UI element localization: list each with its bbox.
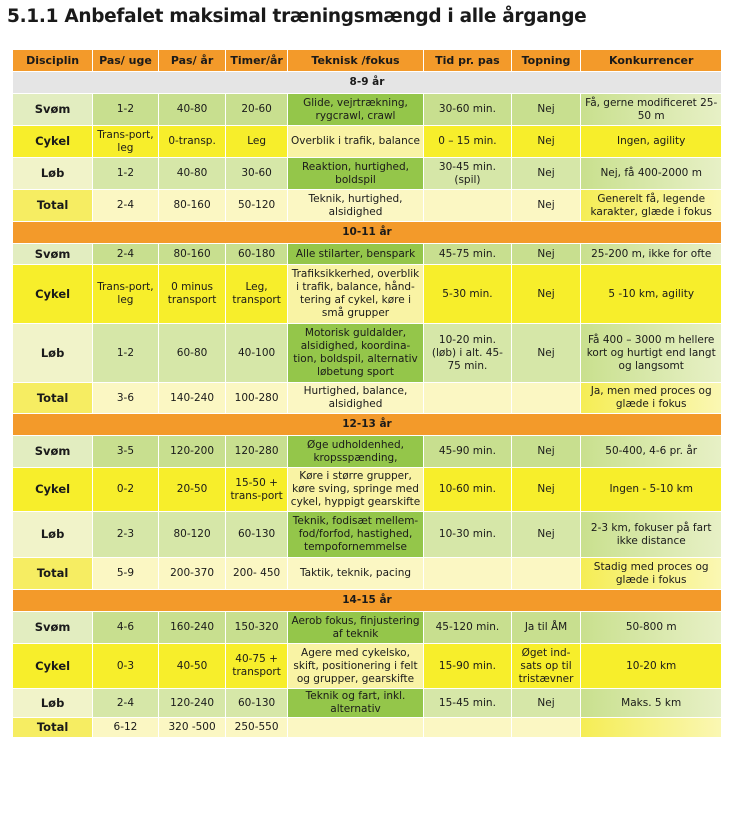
table-cell: 5-30 min.: [424, 265, 510, 323]
discipline-cell: Cykel: [13, 468, 92, 511]
table-cell: Agere med cykelsko, skift, positionering i felt og grupper, gearskifte: [288, 644, 423, 688]
table-cell: 40-75 + transport: [226, 644, 286, 688]
table-cell: [424, 383, 510, 413]
table-cell: 140-240: [159, 383, 226, 413]
table-cell: 0-transp.: [159, 126, 226, 157]
column-header: Disciplin: [13, 50, 92, 71]
table-cell: Ingen - 5-10 km: [581, 468, 721, 511]
table-row: [13, 558, 721, 589]
discipline-cell: Svøm: [13, 244, 92, 264]
table-cell: Nej: [512, 689, 581, 717]
discipline-cell: Svøm: [13, 612, 92, 643]
table-cell: Leg, transport: [226, 265, 286, 323]
table-row: [13, 468, 721, 511]
table-cell: Teknik, hurtighed, alsidighed: [288, 190, 423, 221]
table-cell: Trafiksikkerhed, overblik i trafik, balance, hånd-tering af cykel, køre i små grupper: [288, 265, 423, 323]
table-row: [13, 383, 721, 413]
table-cell: 2-3: [93, 512, 158, 557]
table-cell: 0 – 15 min.: [424, 126, 510, 157]
table-cell: 60-80: [159, 324, 226, 382]
table-cell: Stadig med proces og glæde i fokus: [581, 558, 721, 589]
table-cell: 3-5: [93, 436, 158, 467]
table-cell: 100-280: [226, 383, 286, 413]
age-group-label: 8-9 år: [13, 72, 721, 93]
discipline-cell: Total: [13, 383, 92, 413]
table-cell: 150-320: [226, 612, 286, 643]
table-cell: 10-20 km: [581, 644, 721, 688]
age-group-label: 12-13 år: [13, 414, 721, 435]
table-cell: [424, 718, 510, 737]
table-cell: Taktik, teknik, pacing: [288, 558, 423, 589]
table-cell: Nej: [512, 324, 581, 382]
table-cell: Ja til ÅM: [512, 612, 581, 643]
table-cell: Maks. 5 km: [581, 689, 721, 717]
table-cell: Teknik, fodisæt mellem-fod/forfod, hastighed, tempofornemmelse: [288, 512, 423, 557]
discipline-cell: Løb: [13, 689, 92, 717]
table-cell: 80-160: [159, 244, 226, 264]
table-cell: Nej: [512, 190, 581, 221]
table-cell: Nej: [512, 512, 581, 557]
table-cell: 1-2: [93, 324, 158, 382]
age-group-row: [13, 590, 721, 611]
discipline-cell: Løb: [13, 324, 92, 382]
table-row: [13, 324, 721, 382]
training-table: [12, 49, 722, 738]
table-cell: 2-4: [93, 190, 158, 221]
table-cell: 5-9: [93, 558, 158, 589]
table-cell: [288, 718, 423, 737]
table-cell: 3-6: [93, 383, 158, 413]
column-header: Tid pr. pas: [424, 50, 510, 71]
table-cell: Ingen, agility: [581, 126, 721, 157]
table-cell: 200-370: [159, 558, 226, 589]
table-cell: 10-60 min.: [424, 468, 510, 511]
table-row: [13, 436, 721, 467]
table-cell: 15-90 min.: [424, 644, 510, 688]
table-cell: 50-120: [226, 190, 286, 221]
discipline-cell: Total: [13, 718, 92, 737]
table-cell: Nej: [512, 126, 581, 157]
table-row: [13, 190, 721, 221]
table-cell: 15-45 min.: [424, 689, 510, 717]
table-cell: 80-120: [159, 512, 226, 557]
table-cell: 30-45 min. (spil): [424, 158, 510, 189]
page-title: 5.1.1 Anbefalet maksimal træningsmængd i alle årgange: [7, 6, 587, 27]
table-cell: 40-50: [159, 644, 226, 688]
age-group-row: [13, 72, 721, 93]
discipline-cell: Løb: [13, 512, 92, 557]
table-cell: 50-400, 4-6 pr. år: [581, 436, 721, 467]
table-cell: 160-240: [159, 612, 226, 643]
table-cell: Nej, få 400-2000 m: [581, 158, 721, 189]
table-cell: Nej: [512, 436, 581, 467]
discipline-cell: Total: [13, 190, 92, 221]
table-cell: 30-60: [226, 158, 286, 189]
table-cell: Hurtighed, balance, alsidighed: [288, 383, 423, 413]
table-cell: 20-60: [226, 94, 286, 125]
discipline-cell: Svøm: [13, 94, 92, 125]
table-cell: 10-20 min. (løb) i alt. 45-75 min.: [424, 324, 510, 382]
header-row: [13, 50, 721, 71]
discipline-cell: Løb: [13, 158, 92, 189]
column-header: Topning: [512, 50, 581, 71]
table-cell: 40-80: [159, 94, 226, 125]
table-cell: 120-240: [159, 689, 226, 717]
table-cell: Nej: [512, 244, 581, 264]
table-cell: Reaktion, hurtighed, boldspil: [288, 158, 423, 189]
table-cell: 45-75 min.: [424, 244, 510, 264]
table-cell: Alle stilarter, benspark: [288, 244, 423, 264]
table-cell: [424, 190, 510, 221]
table-cell: [512, 383, 581, 413]
column-header: Pas/ uge: [93, 50, 158, 71]
table-cell: Nej: [512, 94, 581, 125]
table-cell: 60-130: [226, 512, 286, 557]
table-cell: 10-30 min.: [424, 512, 510, 557]
table-cell: Glide, vejrtrækning, rygcrawl, crawl: [288, 94, 423, 125]
discipline-cell: Svøm: [13, 436, 92, 467]
table-cell: 2-3 km, fokuser på fart ikke distance: [581, 512, 721, 557]
age-group-label: 14-15 år: [13, 590, 721, 611]
table-cell: 5 -10 km, agility: [581, 265, 721, 323]
table-row: [13, 94, 721, 125]
table-row: [13, 689, 721, 717]
table-cell: 15-50 + trans-port: [226, 468, 286, 511]
table-cell: Trans-port, leg: [93, 126, 158, 157]
table-row: [13, 644, 721, 688]
table-row: [13, 512, 721, 557]
table-cell: Generelt få, legende karakter, glæde i fokus: [581, 190, 721, 221]
table-cell: 4-6: [93, 612, 158, 643]
age-group-row: [13, 222, 721, 243]
table-cell: 80-160: [159, 190, 226, 221]
table-cell: 20-50: [159, 468, 226, 511]
table-cell: 320 -500: [159, 718, 226, 737]
table-row: [13, 265, 721, 323]
table-cell: [581, 718, 721, 737]
table-cell: 0 minus transport: [159, 265, 226, 323]
column-header: Timer/år: [226, 50, 286, 71]
table-cell: 50-800 m: [581, 612, 721, 643]
discipline-cell: Total: [13, 558, 92, 589]
table-cell: 60-130: [226, 689, 286, 717]
discipline-cell: Cykel: [13, 265, 92, 323]
table-cell: 6-12: [93, 718, 158, 737]
table-cell: 45-120 min.: [424, 612, 510, 643]
table-cell: Nej: [512, 158, 581, 189]
table-cell: 1-2: [93, 158, 158, 189]
table-cell: 2-4: [93, 689, 158, 717]
table-row: [13, 612, 721, 643]
table-cell: [424, 558, 510, 589]
discipline-cell: Cykel: [13, 644, 92, 688]
table-cell: 2-4: [93, 244, 158, 264]
discipline-cell: Cykel: [13, 126, 92, 157]
table-row: [13, 718, 721, 737]
column-header: Pas/ år: [159, 50, 226, 71]
table-cell: Få, gerne modificeret 25-50 m: [581, 94, 721, 125]
table-cell: Nej: [512, 468, 581, 511]
table-cell: 30-60 min.: [424, 94, 510, 125]
table-cell: Motorisk guldalder, alsidighed, koordina-tion, boldspil, alternativ løbetung sport: [288, 324, 423, 382]
table-cell: 1-2: [93, 94, 158, 125]
table-cell: Leg: [226, 126, 286, 157]
column-header: Konkurrencer: [581, 50, 721, 71]
table-cell: 200- 450: [226, 558, 286, 589]
table-cell: 0-2: [93, 468, 158, 511]
table-cell: Øge udholdenhed, kropsspænding,: [288, 436, 423, 467]
table-cell: Teknik og fart, inkl. alternativ: [288, 689, 423, 717]
table-cell: Øget ind-sats op til tristævner: [512, 644, 581, 688]
table-cell: 120-280: [226, 436, 286, 467]
table-cell: Ja, men med proces og glæde i fokus: [581, 383, 721, 413]
table-cell: 120-200: [159, 436, 226, 467]
table-cell: Køre i større grupper, køre sving, springe med cykel, hyppigt gearskifte: [288, 468, 423, 511]
age-group-label: 10-11 år: [13, 222, 721, 243]
table-cell: Få 400 – 3000 m hellere kort og hurtigt end langt og langsomt: [581, 324, 721, 382]
table-cell: Trans-port, leg: [93, 265, 158, 323]
table-cell: Overblik i trafik, balance: [288, 126, 423, 157]
table-cell: 45-90 min.: [424, 436, 510, 467]
table-cell: [512, 558, 581, 589]
table-cell: Aerob fokus, finjustering af teknik: [288, 612, 423, 643]
table-cell: 0-3: [93, 644, 158, 688]
table-cell: 250-550: [226, 718, 286, 737]
column-header: Teknisk /fokus: [288, 50, 423, 71]
table-cell: 60-180: [226, 244, 286, 264]
table-row: [13, 244, 721, 264]
table-cell: 40-80: [159, 158, 226, 189]
table-cell: 40-100: [226, 324, 286, 382]
table-cell: 25-200 m, ikke for ofte: [581, 244, 721, 264]
age-group-row: [13, 414, 721, 435]
table-row: [13, 158, 721, 189]
table-row: [13, 126, 721, 157]
table-cell: [512, 718, 581, 737]
table-cell: Nej: [512, 265, 581, 323]
